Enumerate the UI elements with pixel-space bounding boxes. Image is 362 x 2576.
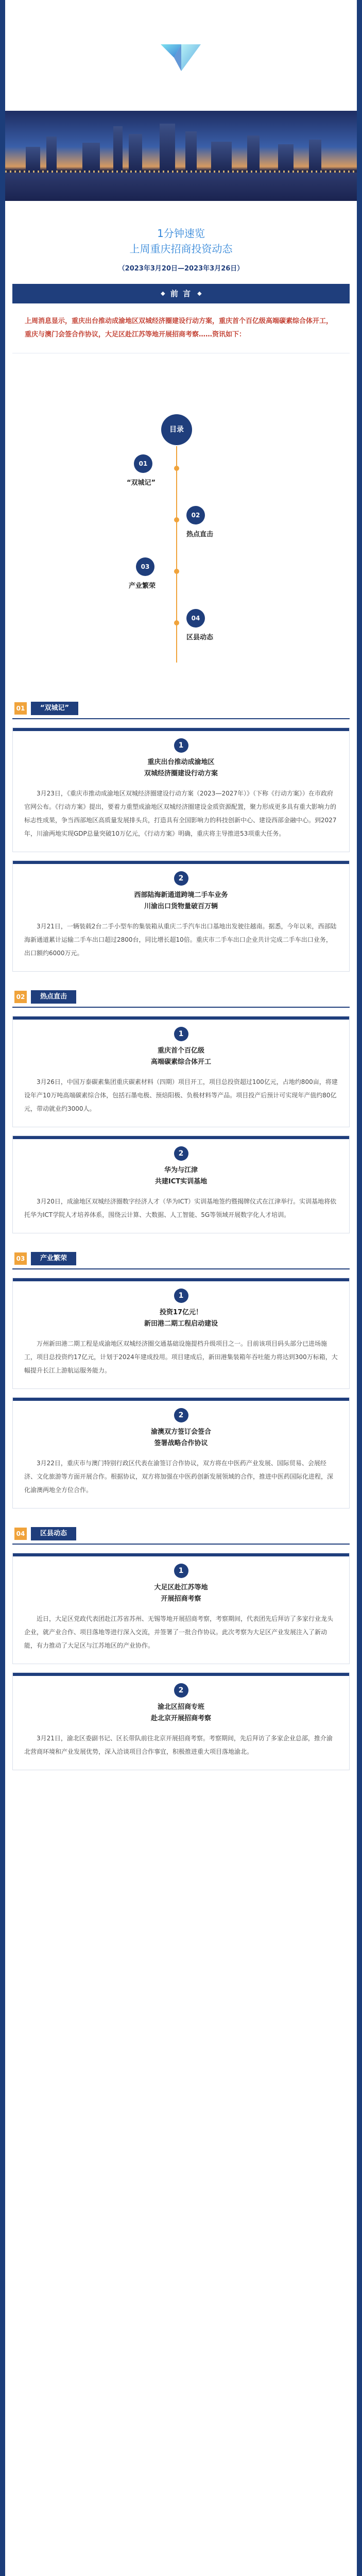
news-title: 重庆出台推动成渝地区 双城经济圈建设行动方案: [144, 758, 218, 777]
section-title: “双城记”: [31, 702, 78, 715]
timeline-dot: [174, 517, 179, 522]
article-sheet: [5, 0, 357, 2576]
news-card: [12, 860, 350, 972]
news-card: [12, 1136, 350, 1233]
section-number: 01: [14, 702, 27, 715]
section-shuangchengji: [12, 699, 350, 972]
news-title: 大足区赴江苏等地 开展招商考察: [154, 1584, 208, 1603]
catalog-item-label[interactable]: 区县动态: [186, 634, 214, 641]
section-industry: [12, 1249, 350, 1509]
news-number: 1: [174, 1289, 188, 1303]
catalog: [12, 353, 350, 683]
news-number: 1: [174, 1564, 188, 1578]
news-body: 3月26日，中国万泰碳素集团重庆碳素材料（四期）项目开工，项目总投资超过100亿元，占地约800亩，将建设年产10万吨高端碳素综合体，包括石墨电极、预焙阳极、负极材料等产品。项目投产后预计可实现年产值约80亿元，带动就业约3000人。: [24, 1078, 338, 1112]
logo-area: [5, 0, 357, 111]
news-title: 渝北区招商专班 赴北京开展招商考察: [150, 1703, 211, 1722]
headline-line1: 1分钟速览: [157, 227, 205, 240]
brand-logo-icon: [159, 42, 203, 73]
news-title: 渝澳双方签订会签合 签署战略合作协议: [150, 1428, 211, 1447]
section-title: 产业繁荣: [31, 1252, 76, 1265]
news-body: 3月21日，一辆装载2台二手小型车的集装箱从重庆二手汽车出口基地出发驶往越南。据悉，今年以来，西部陆海新通道累计运输二手车出口超过2800台，同比增长超10倍。重庆市二手车出口企业共计完成二手车出口业务，出口额约6000万元。: [24, 923, 337, 957]
catalog-item-label[interactable]: 热点直击: [186, 531, 214, 538]
catalog-timeline: [176, 446, 177, 663]
headline-line2: 上周重庆招商投资动态: [129, 243, 233, 255]
headline-date-range: （2023年3月20日—2023年3月26日）: [118, 265, 244, 273]
news-title: 华为与江津 共建ICT实训基地: [154, 1166, 208, 1185]
section-number: 02: [14, 991, 27, 1003]
section-header: [12, 987, 350, 1008]
timeline-dot: [174, 466, 179, 471]
news-title: 投资17亿元！ 新田港二期工程启动建设: [144, 1309, 218, 1328]
hero-city-image: [5, 111, 357, 201]
news-body: 万州新田港二期工程是成渝地区双城经济圈交通基础设施提档升级项目之一。目前该项目码头部分已进场施工，项目总投资约17亿元，计划于2024年建成投用。项目建成后，新田港集装箱年吞吐能力将达到300万标箱，大幅提升长江上游航运服务能力。: [24, 1340, 338, 1374]
news-number: 2: [174, 871, 188, 886]
section-number: 04: [14, 1528, 27, 1540]
intro-bar: [12, 284, 350, 303]
news-card: [12, 1553, 350, 1664]
news-number: 2: [174, 1146, 188, 1161]
news-body: 3月23日，《重庆市推动成渝地区双城经济圈建设行动方案（2023—2027年）》（下称《行动方案》）在市政府官网公布。《行动方案》提出，要着力重塑成渝地区双城经济圈建设金质资源配置，聚力形成更多具有重大影响力的标志性成果，争当西部地区高质量发展排头兵，打造具有全国影响力的科技创新中心、建设西部金融中心。到2027年，川渝两地实现GDP总量突破10万亿元，《行动方案》明确，重庆将主导推进53项重大任务。: [24, 790, 337, 837]
news-card: [12, 1672, 350, 1770]
news-body: 3月21日，渝北区委副书记、区长带队前往北京开展招商考察。考察期间，先后拜访了多家企业总部，推介渝北营商环境和产业发展优势，深入洽谈项目合作事宜，积极推进重大项目落地渝北。: [24, 1735, 333, 1755]
catalog-item-number: 04: [186, 609, 205, 628]
catalog-item-label[interactable]: 产业繁荣: [129, 582, 156, 590]
news-card: [12, 1016, 350, 1127]
section-header: [12, 1249, 350, 1269]
news-title: 西部陆海新通道跨境二手车业务 川渝出口货物量破百万辆: [134, 891, 228, 910]
catalog-item-number: 03: [136, 557, 154, 576]
news-number: 2: [174, 1408, 188, 1422]
section-title: 区县动态: [31, 1527, 76, 1540]
news-card: [12, 727, 350, 852]
section-header: [12, 699, 350, 719]
catalog-item-number: 02: [186, 506, 205, 524]
timeline-dot: [174, 569, 179, 574]
news-title: 重庆首个百亿级 高端碳素综合体开工: [150, 1047, 211, 1066]
section-header: [12, 1524, 350, 1545]
intro-text: 上周消息显示，重庆出台推动成渝地区双城经济圈建设行动方案，重庆首个百亿级高端碳素综合体开工，重庆与澳门会签合作协议，大足区赴江苏等地开展招商考察……资讯如下：: [12, 303, 350, 353]
news-number: 1: [174, 1027, 188, 1041]
section-title: 热点直击: [31, 990, 76, 1004]
news-body: 3月22日，重庆市与澳门特别行政区代表在渝签订合作协议，双方将在中医药产业发展、国际贸易、会展经济、文化旅游等方面开展合作。根据协议，双方将加强在中医药创新发展领域的合作，推进中医药国际化进程，深化渝澳两地全方位合作。: [24, 1460, 334, 1494]
headline: [5, 201, 357, 273]
news-card: [12, 1278, 350, 1389]
news-body: 3月20日，成渝地区双城经济圈数字经济人才（华为ICT）实训基地签约暨揭牌仪式在江津举行。实训基地将依托华为ICT学院人才培养体系，围绕云计算、大数据、人工智能、5G等领域开展数字化人才培训。: [24, 1198, 337, 1218]
news-number: 1: [174, 738, 188, 753]
catalog-item-label[interactable]: “双城记”: [127, 479, 156, 487]
timeline-dot: [174, 620, 179, 625]
news-number: 2: [174, 1683, 188, 1698]
section-hotspot: [12, 987, 350, 1233]
section-number: 03: [14, 1252, 27, 1265]
news-body: 近日，大足区党政代表团赴江苏省苏州、无锡等地开展招商考察，考察期间，代表团先后拜访了多家行业龙头企业，就产业合作、项目落地等进行深入交流，并签署了一批合作协议。此次考察为大足区产业发展注入了新动能，有力推动了大足区与江苏地区的产业协作。: [24, 1615, 334, 1649]
catalog-title: 目录: [161, 414, 192, 445]
intro-bar-label: 前 言: [158, 284, 204, 303]
news-card: [12, 1397, 350, 1509]
section-district: [12, 1524, 350, 1770]
catalog-item-number: 01: [134, 454, 152, 473]
